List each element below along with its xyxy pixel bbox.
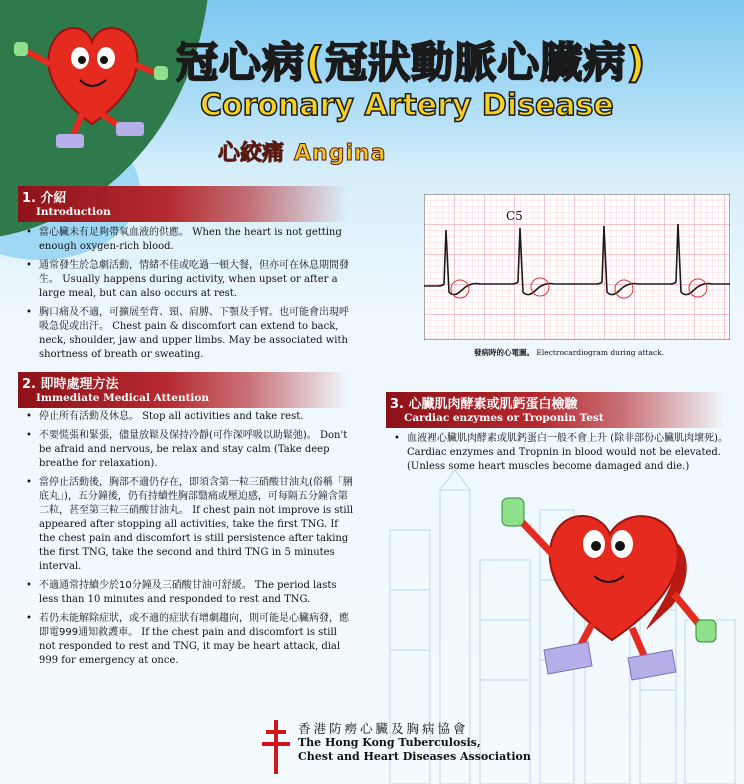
association-name	[298, 722, 531, 764]
list-item: • 胸口痛及不適，可擴展至背、頸、肩膊、下顎及手臂。也可能會出現呼吸急促或出汗。 Chest pain & discomfort can extend to back, neck, shoulder, jaw and upper limbs. May be associated with shortness of breath or sweating.	[22, 306, 354, 362]
section-3-header	[386, 392, 726, 428]
list-item: • 通常發生於急劇活動，情緒不佳或吃過一頓大餐，但亦可在休息期間發生。 Usually happens during activity, when upset or after a large meal, but can also occurs at rest.	[22, 259, 354, 301]
double-cross-logo-icon	[262, 720, 290, 774]
heart-mascot-icon	[12, 6, 172, 156]
list-item: • 不適通常持續少於10分鐘及三硝酸甘油可舒緩。 The period lasts less than 10 minutes and responded to rest and TNG.	[22, 579, 354, 607]
list-item: • 血液裡心臟肌肉酵素或肌鈣蛋白一般不會上升 (除非部份心臟肌肉壞死)。 Cardiac enzymes and Tropnin in blood would not be elevated. (Unless some heart muscles become damaged and die.)	[390, 432, 734, 474]
section-1-title-en: Introduction	[36, 206, 111, 218]
association-name-zh: 香港防癆心臟及胸病協會	[298, 721, 469, 736]
section-3-title-zh: 3. 心臟肌肉酵素或肌鈣蛋白檢驗	[390, 397, 578, 412]
subtitle-zh: 心絞痛	[218, 141, 285, 166]
page-title-zh: 冠心病(冠狀動脈心臟病)	[176, 38, 647, 87]
section-3-list	[390, 432, 734, 479]
section-1-list	[22, 226, 354, 367]
section-1-header	[18, 186, 348, 222]
section-1-title-zh: 1. 介紹	[22, 191, 67, 206]
ecg-trace	[424, 194, 730, 340]
association-name-en-1: The Hong Kong Tuberculosis,	[298, 736, 481, 749]
section-2-title-en: Immediate Medical Attention	[36, 392, 210, 404]
association-name-en-2: Chest and Heart Diseases Association	[298, 750, 531, 763]
section-3-title-en: Cardiac enzymes or Troponin Test	[404, 412, 604, 424]
ecg-caption: 發病時的心電圖。 Electrocardiogram during attack.	[474, 348, 665, 357]
list-item: • 當心臟未有足夠帶氧血液的供應。 When the heart is not getting enough oxygen-rich blood.	[22, 226, 354, 254]
page-title-en: Coronary Artery Disease	[200, 88, 614, 123]
section-2-header	[18, 372, 348, 408]
subtitle-en: Angina	[294, 141, 387, 166]
section-2-title-zh: 2. 即時處理方法	[22, 377, 119, 392]
ecg-lead-label: C5	[506, 209, 523, 223]
heart-mascot-icon	[496, 490, 732, 686]
subtitle	[218, 136, 387, 167]
section-2-list	[22, 410, 354, 673]
list-item: • 不要慌張和緊張，儘量放鬆及保持冷靜(可作深呼吸以助鬆弛)。 Don't be afraid and nervous, be relax and stay calm (Take deep breathe for relaxation).	[22, 429, 354, 471]
list-item: • 當停止活動後，胸部不適仍存在，即須含第一粒三硝酸甘油丸(俗稱「脷底丸」)，五分鐘後，仍有持續性胸部翳痛或壓迫感，可每隔五分鐘含第二粒，甚至第三粒三硝酸甘油丸。 If chest pain not improve is still appeared after stopping all activities, take the first TNG. If the chest pain and discomfort is still persistence after taking the first TNG, take the second and third TNG in 5 minutes interval.	[22, 476, 354, 574]
list-item: • 若仍未能解除症狀，或不適的症狀有增劇趨向，則可能是心臟病發，應即電999通知救護車。 If the chest pain and discomfort is still not responded to rest and TNG, it may be heart attack, dial 999 for emergency at once.	[22, 612, 354, 668]
list-item: • 停止所有活動及休息。 Stop all activities and take rest.	[22, 410, 354, 424]
